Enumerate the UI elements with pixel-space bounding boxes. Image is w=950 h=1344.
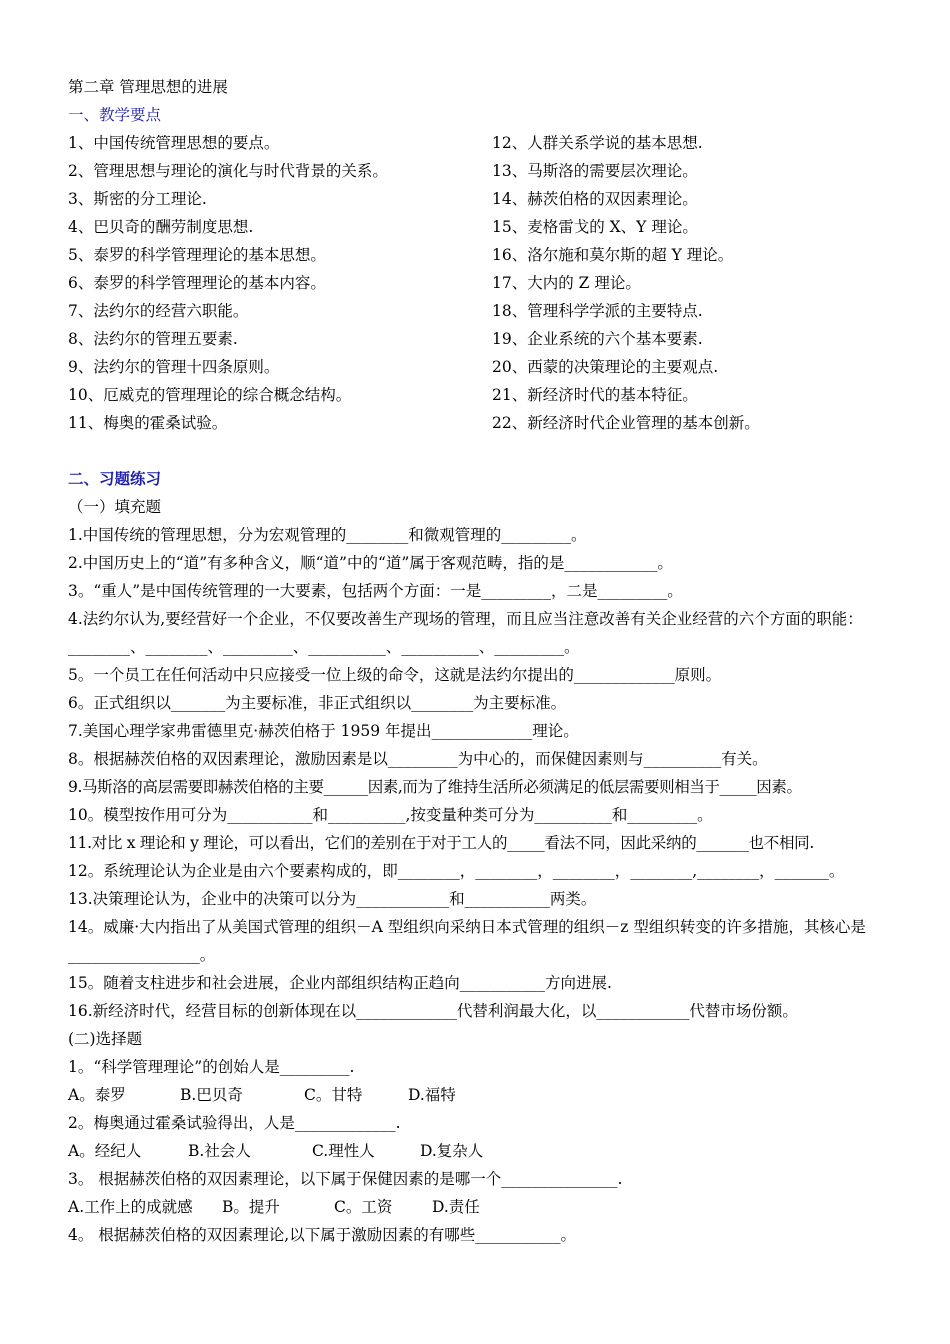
fill-item: 5。一个员工在任何活动中只应接受一位上级的命令，这就是法约尔提出的_____________原则。: [68, 666, 722, 684]
key-point-item: 1、中国传统管理思想的要点。: [68, 134, 280, 152]
fill-item: 2.中国历史上的“道”有多种含义，顺“道”中的“道”属于客观范畴，指的是____________。: [68, 554, 673, 572]
key-point-item: 10、厄威克的管理理论的综合概念结构。: [68, 386, 352, 404]
section1-heading: 一、教学要点: [68, 106, 162, 124]
key-point-item: 17、大内的 Z 理论。: [492, 274, 641, 292]
key-point-item: 15、麦格雷戈的 X、Y 理论。: [492, 218, 698, 236]
key-points-right-column: [492, 129, 760, 437]
key-point-item: 6、泰罗的科学管理理论的基本内容。: [68, 274, 326, 292]
choice-option: D.福特: [408, 1086, 456, 1104]
key-point-item: 2、管理思想与理论的演化与时代背景的关系。: [68, 162, 388, 180]
choice-option: C.理性人: [312, 1142, 375, 1160]
key-point-item: 22、新经济时代企业管理的基本创新。: [492, 414, 760, 432]
choice-option: C。工资: [334, 1198, 393, 1216]
key-point-item: 13、马斯洛的需要层次理论。: [492, 162, 698, 180]
key-point-item: 14、赫茨伯格的双因素理论。: [492, 190, 698, 208]
choice-option: A。经纪人: [68, 1142, 142, 1160]
key-points-columns: [68, 129, 888, 437]
choice-option: A。泰罗: [68, 1086, 126, 1104]
fill-item: 14。威廉·大内指出了从美国式管理的组织－A 型组织向采纳日本式管理的组织－z 型组织转变的许多措施，其核心是_________________。: [68, 918, 866, 964]
fill-item: 12。系统理论认为企业是由六个要素构成的，即________，________，________，________,________，_______。: [68, 862, 845, 880]
chapter-title: 第二章 管理思想的进展: [68, 78, 228, 96]
choice-options: [68, 1081, 888, 1109]
choice-options: [68, 1137, 888, 1165]
key-point-item: 12、人群关系学说的基本思想.: [492, 134, 703, 152]
choice-question: 1。“科学管理理论”的创始人是_________.: [68, 1058, 355, 1076]
choice-question: 4。 根据赫茨伯格的双因素理论,以下属于激励因素的有哪些___________。: [68, 1226, 576, 1244]
key-point-item: 5、泰罗的科学管理理论的基本思想。: [68, 246, 326, 264]
choice-option: A.工作上的成就感: [68, 1198, 193, 1216]
fill-item: 13.决策理论认为，企业中的决策可以分为____________和___________两类。: [68, 890, 597, 908]
choice-option: B.社会人: [188, 1142, 251, 1160]
choice-option: B。提升: [222, 1198, 280, 1216]
fill-item: 11.对比 x 理论和 y 理论，可以看出，它们的差别在于对于工人的_____看法不同，因此采纳的_______也不相同.: [68, 834, 814, 852]
fill-item: 15。随着支柱进步和社会进展，企业内部组织结构正趋向___________方向进展.: [68, 974, 612, 992]
choice-question: 2。梅奥通过霍桑试验得出，人是_____________.: [68, 1114, 401, 1132]
choice-option: D.复杂人: [420, 1142, 484, 1160]
key-point-item: 21、新经济时代的基本特征。: [492, 386, 698, 404]
key-point-item: 7、法约尔的经营六职能。: [68, 302, 249, 320]
fill-item: 7.美国心理学家弗雷德里克·赫茨伯格于 1959 年提出_____________理论。: [68, 722, 579, 740]
choice-options: [68, 1193, 888, 1221]
key-point-item: 3、斯密的分工理论.: [68, 190, 207, 208]
key-point-item: 11、梅奥的霍桑试验。: [68, 414, 228, 432]
fill-item: 6。正式组织以_______为主要标准，非正式组织以________为主要标准。: [68, 694, 567, 712]
choice-question: 3。 根据赫茨伯格的双因素理论，以下属于保健因素的是哪一个_______________.: [68, 1170, 623, 1188]
choice-heading: (二)选择题: [68, 1030, 143, 1048]
fill-item: 4.法约尔认为,要经营好一个企业，不仅要改善生产现场的管理，而且应当注意改善有关企业经营的六个方面的职能：________、________、_________、__________、__________、_________。: [68, 610, 863, 656]
key-point-item: 9、法约尔的管理十四条原则。: [68, 358, 280, 376]
choice-option: B.巴贝奇: [180, 1086, 243, 1104]
fill-item: 16.新经济时代，经营目标的创新体现在以_____________代替利润最大化，以____________代替市场份额。: [68, 1002, 798, 1020]
section2-heading: 二、习题练习: [68, 469, 162, 488]
key-point-item: 4、巴贝奇的酬劳制度思想.: [68, 218, 254, 236]
key-point-item: 8、法约尔的管理五要素.: [68, 330, 238, 348]
document-page: [68, 73, 888, 1249]
key-point-item: 16、洛尔施和莫尔斯的超 Y 理论。: [492, 246, 734, 264]
fill-item: 3。“重人”是中国传统管理的一大要素，包括两个方面：一是_________，二是_________。: [68, 582, 683, 600]
key-point-item: 18、管理科学学派的主要特点.: [492, 302, 703, 320]
key-point-item: 20、西蒙的决策理论的主要观点.: [492, 358, 719, 376]
fill-item: 10。模型按作用可分为___________和__________,按变量种类可分为__________和_________。: [68, 806, 713, 824]
key-points-left-column: [68, 129, 388, 437]
fill-item: 8。根据赫茨伯格的双因素理论，激励因素是以_________为中心的，而保健因素则与__________有关。: [68, 750, 768, 768]
choice-option: D.责任: [432, 1198, 480, 1216]
choice-option: C。甘特: [304, 1086, 363, 1104]
fill-item: 9.马斯洛的高层需要即赫茨伯格的主要______因素,而为了维持生活所必须满足的低层需要则相当于_____因素。: [68, 778, 802, 796]
fill-heading: （一）填充题: [68, 498, 162, 516]
key-point-item: 19、企业系统的六个基本要素.: [492, 330, 703, 348]
fill-item: 1.中国传统的管理思想，分为宏观管理的________和微观管理的_________。: [68, 526, 587, 544]
